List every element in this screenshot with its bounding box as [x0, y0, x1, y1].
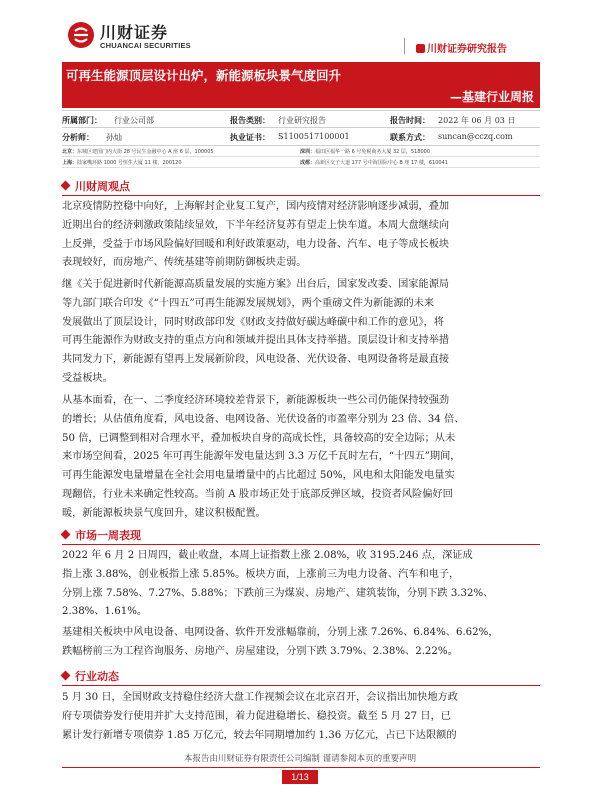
text-line: 北京疫情防控稳中向好，上海解封企业复工复产，国内疫情对经济影响逐步减弱，叠加	[62, 201, 450, 212]
text-line: 从基本面看，在一、二季度经济环境较差背景下，新能源板块一些公司仍能保持较强劲	[62, 395, 450, 406]
report-brand-label: 川财证券研究报告	[427, 44, 507, 55]
analyst-label: 分析师：	[62, 133, 94, 142]
text-line: 来市场空间看，2025 年可再生能源年发电量达到 3.3 万亿千瓦时左右，“十四五”期间，	[62, 451, 461, 463]
shenzhen-address: 深圳：福田区福华一路 6 号免税商务大厦 32 层，518000	[300, 149, 431, 155]
chengdu-address: 成都：高新区交子大道 177 号中海国际中心 B 座 17 楼，610041	[300, 160, 448, 166]
date-label: 报告时间：	[390, 116, 430, 125]
text-line: 受益板块。	[62, 372, 113, 384]
contact-label: 联系方式：	[390, 133, 430, 142]
text-line: 现翻倍，行业未来确定性较高。当前 A 股市场正处于底部反弹区域，投资者风险偏好回	[62, 488, 453, 500]
dept-value: 行业公司部	[114, 116, 154, 125]
report-meta-table	[62, 110, 540, 146]
cert-label: 执业证书：	[230, 133, 270, 142]
text-line: 表现较好，而房地产、传统基建等前期防御板块走弱。	[62, 257, 307, 269]
addr-row-1	[62, 146, 540, 157]
market-paragraph-2	[62, 624, 540, 662]
text-line: 基建相关板块中风电设备、电网设备、软件开发涨幅靠前，分别上涨 7.26%、6.84%、6.62%，	[62, 627, 499, 638]
meta-row-2	[62, 128, 540, 146]
company-name-en: CHUANCAI SECURITIES	[100, 41, 191, 50]
view-paragraph-2	[62, 276, 540, 389]
page-header	[0, 0, 600, 62]
industry-paragraph-1	[62, 689, 540, 745]
footer-disclaimer: 本报告由川财证券有限责任公司编制 谨请参阅本页的重要声明	[183, 754, 417, 764]
header-divider	[404, 38, 405, 54]
addr-row-2	[62, 157, 540, 168]
text-line: 可再生能源作为财政支持的重点方向和领域并提出具体支持举措。顶层设计和支持举措	[62, 335, 450, 347]
section-heading-market: 市场一周表现	[62, 527, 141, 543]
text-line: 的增长；从估值角度看，风电设备、电网设备、光伏设备的市盈率分别为 23 倍、34 倍、	[62, 413, 465, 425]
text-line: 指上涨 3.88%，创业板指上涨 5.85%。板块方面，上涨前三为电力设备、汽车和电子，	[62, 568, 460, 580]
section-heading-view: 川财周观点	[62, 178, 130, 194]
text-line: 50 倍，已调整到相对合理水平，叠加板块自身的高成长性，具备较高的安全边际；从未	[62, 432, 456, 444]
beijing-address: 北京：东城区建国门内大街 28 号民生金融中心 A 座 6 层，100005	[62, 149, 214, 155]
analyst-value: 孙灿	[106, 133, 122, 142]
section-divider	[62, 685, 540, 686]
footer-divider	[62, 767, 540, 768]
shanghai-address: 上海：陆家嘴环路 1000 号恒生大厦 11 楼，200120	[62, 160, 182, 166]
market-paragraph-1	[62, 547, 540, 622]
section-divider	[62, 544, 540, 545]
section-divider	[62, 195, 540, 196]
date-value: 2022 年 06 月 03 日	[438, 116, 516, 125]
text-line: 累计发行新增专项债券 1.85 万亿元，较去年同期增加约 1.36 万亿元，占已下达限额的	[62, 729, 457, 741]
text-line: 等九部门联合印发《“十四五”可再生能源发展规划》，两个重磅文件为新能源的未来	[62, 297, 435, 309]
text-line: 可再生能源发电量增量在全社会用电量增量中的占比超过 50%，风电和太阳能发电量实	[62, 470, 455, 482]
company-logo-icon	[68, 22, 94, 48]
dept-label: 所属部门：	[62, 116, 102, 125]
report-title: 可再生能源顶层设计出炉，新能源板块景气度回升	[66, 68, 342, 83]
text-line: 近期出台的经济刺激政策陆续显效，下半年经济复苏有望走上快车道。本周大盘继续向	[62, 219, 450, 231]
title-banner	[62, 62, 540, 108]
text-line: 2.38%、1.61%。	[62, 606, 148, 618]
text-line: 分别上涨 7.58%、7.27%、5.88%；下跌前三为煤炭、房地产、建筑装饰，分别下跌 3.32%、	[62, 587, 494, 599]
view-paragraph-3	[62, 392, 540, 524]
contact-value: suncan@cczq.com	[438, 132, 513, 141]
company-name-cn: 川财证券	[100, 23, 169, 42]
view-paragraph-1	[62, 198, 540, 273]
office-addresses	[62, 146, 540, 168]
text-line: 府专项债券发行使用并扩大支持范围，着力促进稳增长、稳投资。截至 5 月 27 日，已	[62, 710, 451, 722]
diamond-icon	[61, 181, 71, 191]
text-line: 5 月 30 日，全国财政支持稳住经济大盘工作视频会议在北京召开，会议指出加快地方政	[62, 692, 458, 703]
text-line: 上反弹，受益于市场风险偏好回暖和利好政策驱动，电力设备、汽车、电子等成长板块	[62, 238, 450, 250]
brand-mini-icon	[416, 44, 425, 53]
diamond-icon	[61, 530, 71, 540]
text-line: 暖，新能源板块景气度回升，建议积极配置。	[62, 507, 266, 519]
section-heading-industry: 行业动态	[62, 668, 119, 684]
page-number: 1/13	[282, 770, 318, 784]
meta-row-1	[62, 110, 540, 128]
cert-value: S1100517100001	[278, 132, 350, 141]
text-line: 跌幅榜前三为工程咨询服务、房地产、房屋建设，分别下跌 3.79%、2.38%、2.22%。	[62, 645, 458, 657]
text-line: 2022 年 6 月 2 日周四，截止收盘，本周上证指数上涨 2.08%，收 3195.246 点，深证成	[62, 550, 473, 561]
diamond-icon	[61, 671, 71, 681]
type-value: 行业研究报告	[278, 116, 326, 125]
text-line: 发展做出了顶层设计，同时财政部印发《财政支持做好碳达峰碳中和工作的意见》，将	[62, 316, 445, 328]
report-subtitle: —基建行业周报	[449, 90, 534, 104]
text-line: 继《关于促进新时代新能源高质量发展的实施方案》出台后，国家发改委、国家能源局	[62, 279, 450, 290]
type-label: 报告类别：	[230, 116, 270, 125]
report-brand	[416, 40, 507, 55]
text-line: 共同发力下，新能源有望再上发展新阶段，风电设备、光伏设备、电网设备将是最直接	[62, 354, 450, 366]
